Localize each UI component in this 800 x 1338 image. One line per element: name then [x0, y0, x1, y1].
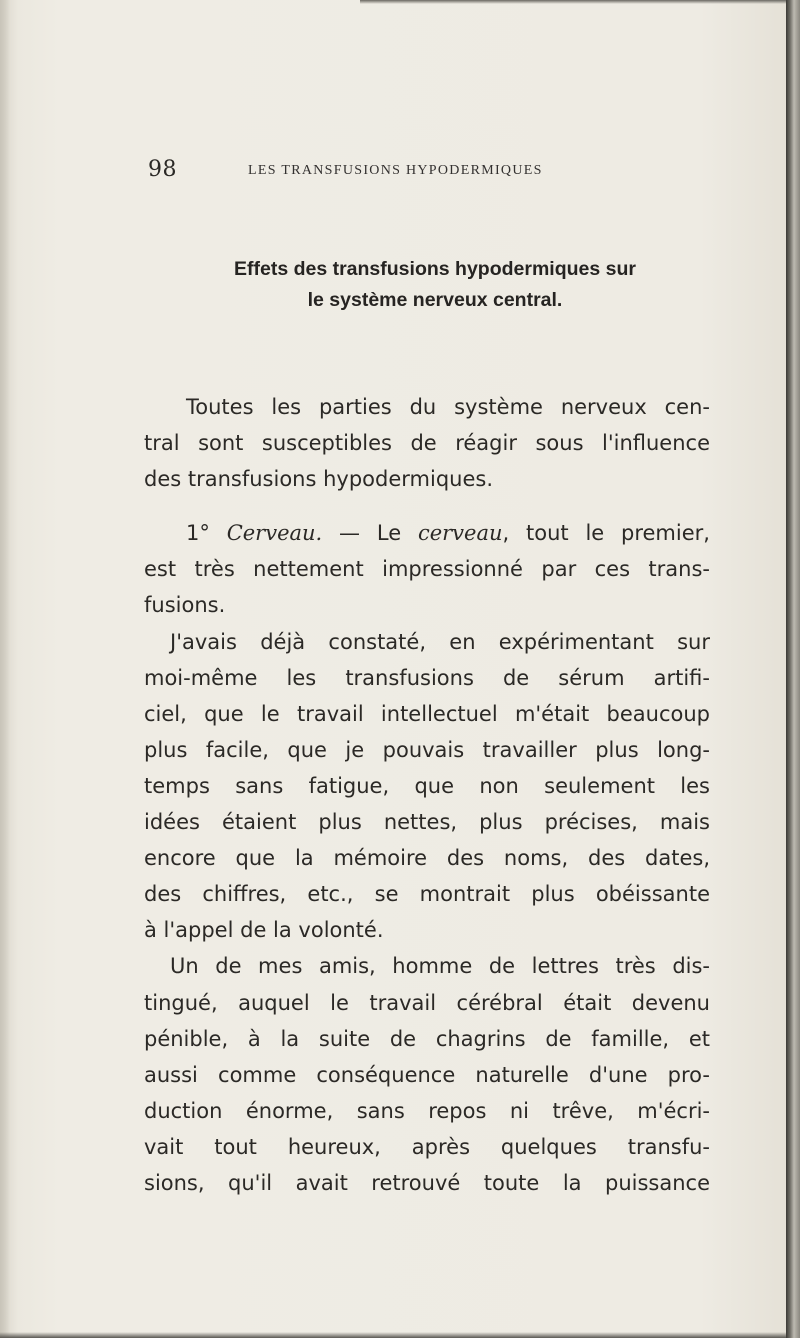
text-line: à l'appel de la volonté. [144, 918, 384, 943]
text-line: tral sont susceptibles de réagir sous l'influence [144, 431, 710, 456]
page-bottom-edge [0, 1332, 786, 1338]
subhead-number: 1° [186, 521, 210, 546]
text-line: ciel, que le travail intellectuel m'était beaucoup [144, 701, 710, 726]
paragraph-ami [144, 948, 710, 1201]
page-right-edge [786, 0, 800, 1338]
text-line: Un de mes amis, homme de lettres très dis- [170, 954, 710, 979]
section-heading-line-1: Effets des transfusions hypodermiques sur [233, 258, 636, 280]
text-line: plus facile, que je pouvais travailler plus long- [144, 737, 710, 762]
paragraph-experience [144, 624, 710, 949]
text-line: duction énorme, sans repos ni trêve, m'écri- [144, 1098, 710, 1123]
text-line: temps sans fatigue, que non seulement les [144, 773, 710, 798]
paragraph-cerveau [144, 515, 710, 623]
text-line: idées étaient plus nettes, plus précises, mais [144, 810, 710, 835]
text-line: Toutes les parties du système nerveux cen- [186, 395, 710, 419]
paragraph-intro [144, 389, 710, 497]
text-fragment: , tout le premier, [502, 521, 710, 546]
text-line: est très nettement impressionné par ces trans- [144, 557, 710, 582]
text-line: fusions. [144, 593, 226, 618]
text-line: pénible, à la suite de chagrins de famille, et [144, 1026, 710, 1051]
page-top-edge [360, 0, 786, 4]
subhead-label: Cerveau. [226, 521, 323, 546]
text-line: des chiffres, etc., se montrait plus obéissante [144, 882, 710, 907]
body-text [144, 389, 710, 1201]
text-fragment: Le [376, 521, 402, 546]
running-header [148, 157, 748, 184]
text-line: moi-même les transfusions de sérum artifi- [144, 665, 710, 690]
section-heading [150, 254, 720, 316]
text-line: vait tout heureux, après quelques transfu- [144, 1134, 710, 1159]
subhead-term: cerveau [417, 521, 503, 546]
text-line: des transfusions hypodermiques. [144, 467, 494, 492]
text-line: aussi comme conséquence naturelle d'une pro- [144, 1062, 710, 1087]
text-line: tingué, auquel le travail cérébral était devenu [144, 990, 710, 1015]
page-gutter-shadow [0, 0, 10, 1338]
text-line [144, 515, 710, 551]
section-heading-line-2: le système nerveux central. [307, 289, 563, 311]
subhead-dash: — [339, 521, 361, 546]
running-title: LES TRANSFUSIONS HYPODERMIQUES [248, 163, 543, 178]
text-line: encore que la mémoire des noms, des dates, [144, 846, 710, 871]
page-number: 98 [148, 157, 177, 182]
text-line: J'avais déjà constaté, en expérimentant sur [170, 629, 710, 654]
text-line: sions, qu'il avait retrouvé toute la puissance [144, 1170, 710, 1195]
